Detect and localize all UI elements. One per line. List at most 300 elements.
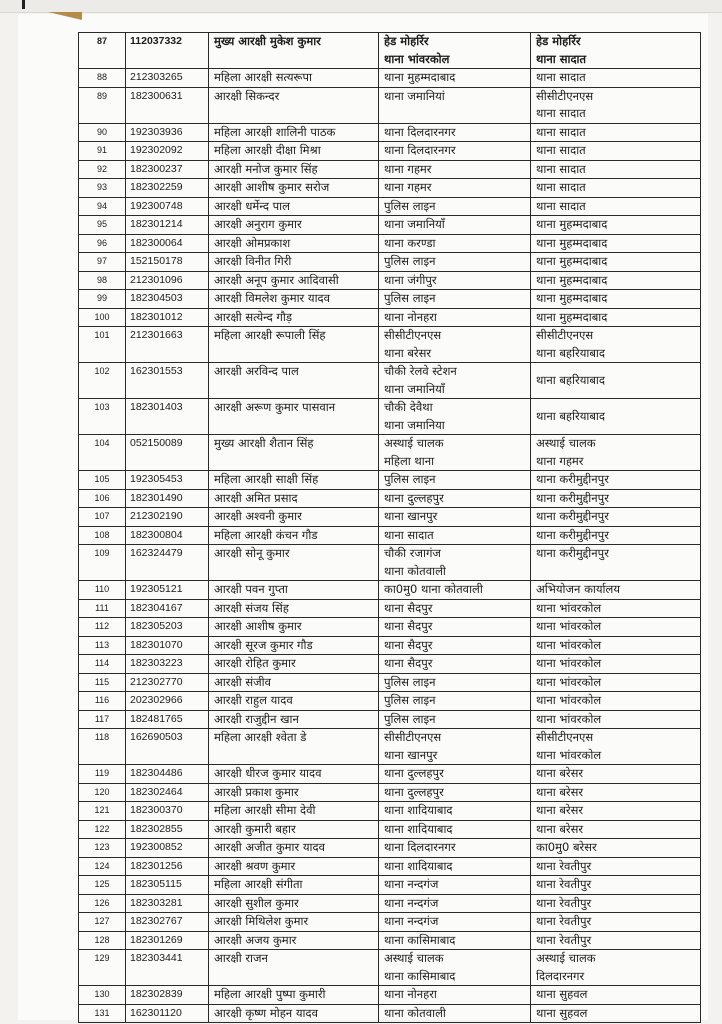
- serial-number: 93: [79, 179, 126, 198]
- pno-number: 182304503: [126, 290, 209, 309]
- table-row: [79, 710, 701, 729]
- pno-number: 182481765: [126, 710, 209, 729]
- rank-name: आरक्षी संजीव: [209, 673, 379, 692]
- posting-line: थाना दुल्लहपुर: [384, 766, 444, 780]
- current-posting: [379, 87, 531, 123]
- posting-line: थाना कासिमाबाद: [384, 968, 456, 983]
- new-posting: [531, 692, 701, 711]
- serial-number: 92: [79, 160, 126, 179]
- posting-line: थाना करण्डा: [384, 235, 436, 250]
- posting-line: थाना सादात: [536, 51, 587, 66]
- new-posting: [531, 673, 701, 692]
- posting-line: अस्थाई चालक: [536, 436, 596, 450]
- rank-name: आरक्षी सिकन्दर: [209, 87, 379, 123]
- posting-line: थाना कासिमाबाद: [384, 932, 456, 947]
- pno-number: 182300804: [126, 526, 209, 545]
- posting-line: थाना करीमुद्दीनपुर: [536, 472, 609, 486]
- posting-line: सीसीटीएनएस: [384, 328, 442, 342]
- posting-line: थाना जंगीपुर: [384, 272, 437, 287]
- new-posting: [531, 857, 701, 876]
- table-row: [79, 327, 701, 363]
- posting-line: थाना दिलदारनगर: [384, 840, 456, 854]
- posting-line: थाना कोतवाली: [384, 563, 446, 578]
- new-posting: [531, 802, 701, 821]
- serial-number: 125: [79, 876, 126, 895]
- rank-name: महिला आरक्षी संगीता: [209, 876, 379, 895]
- rank-name: महिला आरक्षी शालिनी पाठक: [209, 123, 379, 142]
- current-posting: [379, 435, 531, 471]
- posting-line: थाना जमानियाँ: [384, 217, 445, 231]
- serial-number: 130: [79, 986, 126, 1005]
- pno-number: 182301256: [126, 857, 209, 876]
- serial-number: 121: [79, 802, 126, 821]
- serial-number: 89: [79, 87, 126, 123]
- new-posting: [531, 327, 701, 363]
- table-row: [79, 783, 701, 802]
- rank-name: आरक्षी अजय कुमार: [209, 931, 379, 950]
- current-posting: [379, 471, 531, 490]
- new-posting: [531, 545, 701, 581]
- rank-name: आरक्षी अनूप कुमार आदिवासी: [209, 271, 379, 290]
- table-row: [79, 197, 701, 216]
- pno-number: 182302767: [126, 913, 209, 932]
- new-posting: [531, 599, 701, 618]
- rank-name: महिला आरक्षी सीमा देवी: [209, 802, 379, 821]
- table-row: [79, 123, 701, 142]
- serial-number: 126: [79, 894, 126, 913]
- current-posting: [379, 160, 531, 179]
- serial-number: 95: [79, 216, 126, 235]
- serial-number: 109: [79, 545, 126, 581]
- posting-line: पुलिस लाइन: [384, 198, 436, 213]
- table-row: [79, 913, 701, 932]
- new-posting: [531, 179, 701, 198]
- table-row: [79, 894, 701, 913]
- posting-line: थाना नन्दगंज: [384, 877, 439, 891]
- transfer-table: [78, 32, 701, 1023]
- current-posting: [379, 857, 531, 876]
- new-posting: [531, 363, 701, 399]
- pno-number: 182305115: [126, 876, 209, 895]
- new-posting: [531, 234, 701, 253]
- table-row: [79, 508, 701, 527]
- current-posting: [379, 179, 531, 198]
- rank-name: आरक्षी मिथिलेश कुमार: [209, 913, 379, 932]
- posting-line: थाना भांवरकोल: [536, 747, 602, 762]
- current-posting: [379, 363, 531, 399]
- rank-name: महिला आरक्षी सत्यरूपा: [209, 69, 379, 88]
- serial-number: 98: [79, 271, 126, 290]
- new-posting: [531, 33, 701, 69]
- posting-line: पुलिस लाइन: [384, 472, 436, 486]
- rank-name: आरक्षी अमित प्रसाद: [209, 489, 379, 508]
- current-posting: [379, 673, 531, 692]
- new-posting: [531, 160, 701, 179]
- pno-number: 182302464: [126, 783, 209, 802]
- posting-line: थाना भांवरकोल: [536, 674, 602, 689]
- posting-line: थाना जमानिया: [384, 417, 445, 432]
- posting-line: थाना मुहम्मदाबाद: [536, 235, 608, 250]
- current-posting: [379, 876, 531, 895]
- new-posting: [531, 399, 701, 435]
- posting-line: थाना नोनहरा: [384, 309, 437, 324]
- table-row: [79, 820, 701, 839]
- table-row: [79, 692, 701, 711]
- serial-number: 100: [79, 308, 126, 327]
- pno-number: 212301663: [126, 327, 209, 363]
- rank-name: महिला आरक्षी पुष्पा कुमारी: [209, 986, 379, 1005]
- posting-line: थाना जमानियां: [384, 88, 445, 103]
- posting-line: थाना बरेसर: [384, 345, 432, 360]
- table-row: [79, 399, 701, 435]
- posting-line: थाना सैदपुर: [384, 637, 433, 652]
- rank-name: आरक्षी विनीत गिरी: [209, 253, 379, 272]
- posting-line: थाना खानपुर: [384, 509, 438, 523]
- table-row: [79, 931, 701, 950]
- posting-line: थाना गहमर: [536, 453, 584, 468]
- posting-line: थाना बरेसर: [536, 766, 584, 780]
- posting-line: थाना शादियाबाद: [384, 821, 453, 836]
- pno-number: 182301269: [126, 931, 209, 950]
- posting-line: सीसीटीएनएस: [536, 328, 594, 342]
- posting-line: थाना सादात: [536, 124, 586, 139]
- posting-line: सीसीटीएनएस: [536, 730, 594, 744]
- current-posting: [379, 197, 531, 216]
- serial-number: 107: [79, 508, 126, 527]
- rank-name: आरक्षी सोनू कुमार: [209, 545, 379, 581]
- pno-number: 182303281: [126, 894, 209, 913]
- serial-number: 124: [79, 857, 126, 876]
- new-posting: [531, 489, 701, 508]
- posting-line: थाना बहरियाबाद: [536, 408, 605, 423]
- current-posting: [379, 765, 531, 784]
- current-posting: [379, 69, 531, 88]
- table-row: [79, 179, 701, 198]
- posting-line: थाना नोनहरा: [384, 987, 437, 1001]
- current-posting: [379, 1004, 531, 1023]
- pno-number: 192305121: [126, 581, 209, 600]
- rank-name: महिला आरक्षी रूपाली सिंह: [209, 327, 379, 363]
- rank-name: आरक्षी धर्मेन्द पाल: [209, 197, 379, 216]
- posting-line: थाना गहमर: [384, 161, 432, 176]
- posting-line: थाना कोतवाली: [384, 1005, 446, 1020]
- current-posting: [379, 636, 531, 655]
- pno-number: 182300237: [126, 160, 209, 179]
- pno-number: 192300748: [126, 197, 209, 216]
- table-row: [79, 986, 701, 1005]
- table-row: [79, 545, 701, 581]
- current-posting: [379, 950, 531, 986]
- table-row: [79, 636, 701, 655]
- rank-name: आरक्षी मनोज कुमार सिंह: [209, 160, 379, 179]
- table-row: [79, 69, 701, 88]
- posting-line: का0मु0 बरेसर: [536, 840, 597, 854]
- posting-line: सीसीटीएनएस: [384, 730, 442, 744]
- rank-name: मुख्य आरक्षी मुकेश कुमार: [209, 33, 379, 69]
- posting-line: महिला थाना: [384, 453, 435, 468]
- posting-line: थाना दुल्लहपुर: [384, 490, 444, 505]
- new-posting: [531, 271, 701, 290]
- table-row: [79, 673, 701, 692]
- table-row: [79, 526, 701, 545]
- new-posting: [531, 197, 701, 216]
- serial-number: 120: [79, 783, 126, 802]
- rank-name: महिला आरक्षी कंचन गौड: [209, 526, 379, 545]
- current-posting: [379, 33, 531, 69]
- table-row: [79, 363, 701, 399]
- new-posting: [531, 931, 701, 950]
- pno-number: 212302770: [126, 673, 209, 692]
- edge-mark: [22, 0, 25, 9]
- serial-number: 113: [79, 636, 126, 655]
- posting-line: पुलिस लाइन: [384, 254, 436, 268]
- posting-line: थाना दुल्लहपुर: [384, 784, 444, 799]
- posting-line: थाना करीमुद्दीनपुर: [536, 546, 609, 560]
- new-posting: [531, 142, 701, 161]
- table-row: [79, 489, 701, 508]
- serial-number: 117: [79, 710, 126, 729]
- new-posting: [531, 636, 701, 655]
- current-posting: [379, 802, 531, 821]
- posting-line: थाना रेवतीपुर: [536, 877, 592, 891]
- rank-name: आरक्षी कुमारी बहार: [209, 820, 379, 839]
- new-posting: [531, 87, 701, 123]
- posting-line: थाना नन्दगंज: [384, 895, 439, 910]
- pno-number: 182302839: [126, 986, 209, 1005]
- rank-name: आरक्षी आशीष कुमार: [209, 618, 379, 637]
- table-row: [79, 618, 701, 637]
- serial-number: 102: [79, 363, 126, 399]
- serial-number: 123: [79, 839, 126, 858]
- serial-number: 96: [79, 234, 126, 253]
- posting-line: हेड मोहर्रिर: [384, 34, 429, 48]
- current-posting: [379, 271, 531, 290]
- current-posting: [379, 655, 531, 674]
- posting-line: थाना शादियाबाद: [384, 803, 453, 817]
- pno-number: 182302855: [126, 820, 209, 839]
- pno-number: 182303441: [126, 950, 209, 986]
- new-posting: [531, 508, 701, 527]
- posting-line: थाना मुहम्मदाबाद: [536, 217, 608, 231]
- posting-line: थाना रेवतीपुर: [536, 895, 592, 910]
- posting-line: थाना भांवरकोल: [536, 619, 602, 633]
- posting-line: थाना रेवतीपुर: [536, 932, 592, 947]
- posting-line: थाना सादात: [536, 143, 586, 157]
- current-posting: [379, 710, 531, 729]
- new-posting: [531, 1004, 701, 1023]
- table-row: [79, 802, 701, 821]
- pno-number: 112037332: [126, 33, 209, 69]
- current-posting: [379, 489, 531, 508]
- table-row: [79, 142, 701, 161]
- current-posting: [379, 839, 531, 858]
- serial-number: 116: [79, 692, 126, 711]
- serial-number: 104: [79, 435, 126, 471]
- new-posting: [531, 253, 701, 272]
- rank-name: महिला आरक्षी दीक्षा मिश्रा: [209, 142, 379, 161]
- rank-name: आरक्षी सूरज कुमार गौड: [209, 636, 379, 655]
- table-row: [79, 599, 701, 618]
- pno-number: 182300631: [126, 87, 209, 123]
- serial-number: 88: [79, 69, 126, 88]
- posting-line: थाना भांवरकोल: [536, 693, 602, 707]
- pno-number: 182300064: [126, 234, 209, 253]
- new-posting: [531, 581, 701, 600]
- new-posting: [531, 290, 701, 309]
- new-posting: [531, 820, 701, 839]
- posting-line: थाना मुहम्मदाबाद: [536, 309, 608, 324]
- rank-name: महिला आरक्षी साक्षी सिंह: [209, 471, 379, 490]
- table-body: [79, 33, 701, 1023]
- posting-line: थाना शादियाबाद: [384, 858, 453, 873]
- current-posting: [379, 327, 531, 363]
- posting-line: थाना बरेसर: [536, 821, 584, 836]
- pno-number: 182301403: [126, 399, 209, 435]
- pno-number: 212303265: [126, 69, 209, 88]
- table-row: [79, 234, 701, 253]
- pno-number: 212301096: [126, 271, 209, 290]
- posting-line: थाना करीमुद्दीनपुर: [536, 490, 609, 505]
- pno-number: 182304486: [126, 765, 209, 784]
- serial-number: 91: [79, 142, 126, 161]
- rank-name: आरक्षी संजय सिंह: [209, 599, 379, 618]
- posting-line: थाना भांवरकोल: [536, 637, 602, 652]
- rank-name: आरक्षी विमलेश कुमार यादव: [209, 290, 379, 309]
- rank-name: आरक्षी धीरज कुमार यादव: [209, 765, 379, 784]
- current-posting: [379, 986, 531, 1005]
- pno-number: 052150089: [126, 435, 209, 471]
- serial-number: 114: [79, 655, 126, 674]
- new-posting: [531, 435, 701, 471]
- table-row: [79, 839, 701, 858]
- posting-line: थाना सुहवल: [536, 987, 588, 1001]
- posting-line: अभियोजन कार्यालय: [536, 582, 620, 596]
- current-posting: [379, 216, 531, 235]
- posting-line: थाना भांवरकोल: [384, 51, 450, 66]
- posting-line: अस्थाई चालक: [384, 951, 444, 965]
- current-posting: [379, 234, 531, 253]
- new-posting: [531, 655, 701, 674]
- posting-line: थाना भांवरकोल: [536, 711, 602, 726]
- serial-number: 94: [79, 197, 126, 216]
- current-posting: [379, 931, 531, 950]
- table-row: [79, 950, 701, 986]
- posting-line: चौकी देवैथा: [384, 400, 433, 414]
- new-posting: [531, 526, 701, 545]
- posting-line: पुलिस लाइन: [384, 693, 436, 707]
- posting-line: थाना रेवतीपुर: [536, 858, 592, 873]
- new-posting: [531, 950, 701, 986]
- pno-number: 162690503: [126, 729, 209, 765]
- pno-number: 152150178: [126, 253, 209, 272]
- rank-name: आरक्षी राजुद्दीन खान: [209, 710, 379, 729]
- new-posting: [531, 618, 701, 637]
- serial-number: 115: [79, 673, 126, 692]
- pno-number: 192305453: [126, 471, 209, 490]
- new-posting: [531, 894, 701, 913]
- serial-number: 129: [79, 950, 126, 986]
- posting-line: थाना सादात: [536, 70, 586, 84]
- posting-line: थाना सादात: [536, 106, 586, 120]
- rank-name: आरक्षी अरूण कुमार पासवान: [209, 399, 379, 435]
- serial-number: 108: [79, 526, 126, 545]
- posting-line: थाना करीमुद्दीनपुर: [536, 509, 609, 523]
- pno-number: 182301012: [126, 308, 209, 327]
- rank-name: आरक्षी अनुराग कुमार: [209, 216, 379, 235]
- new-posting: [531, 308, 701, 327]
- rank-name: महिला आरक्षी श्वेता डे: [209, 729, 379, 765]
- rank-name: आरक्षी अरविन्द पाल: [209, 363, 379, 399]
- posting-line: हेड मोहर्रिर: [536, 34, 581, 48]
- pno-number: 182300370: [126, 802, 209, 821]
- posting-line: थाना नन्दगंज: [384, 914, 439, 928]
- current-posting: [379, 526, 531, 545]
- new-posting: [531, 839, 701, 858]
- pno-number: 192302092: [126, 142, 209, 161]
- table-row: [79, 655, 701, 674]
- posting-line: अस्थाई चालक: [384, 436, 444, 450]
- posting-line: अस्थाई चालक: [536, 951, 596, 965]
- serial-number: 110: [79, 581, 126, 600]
- current-posting: [379, 581, 531, 600]
- posting-line: दिलदारनगर: [536, 968, 585, 983]
- posting-line: थाना दिलदारनगर: [384, 143, 456, 157]
- posting-line: थाना भांवरकोल: [536, 600, 602, 615]
- serial-number: 97: [79, 253, 126, 272]
- pno-number: 162301120: [126, 1004, 209, 1023]
- posting-line: थाना सादात: [536, 180, 586, 194]
- serial-number: 131: [79, 1004, 126, 1023]
- posting-line: थाना बरेसर: [536, 803, 584, 817]
- pno-number: 192303936: [126, 123, 209, 142]
- table-row: [79, 581, 701, 600]
- current-posting: [379, 142, 531, 161]
- current-posting: [379, 308, 531, 327]
- pno-number: 202302966: [126, 692, 209, 711]
- current-posting: [379, 545, 531, 581]
- rank-name: आरक्षी अश्वनी कुमार: [209, 508, 379, 527]
- serial-number: 103: [79, 399, 126, 435]
- pno-number: 182303223: [126, 655, 209, 674]
- table-row: [79, 729, 701, 765]
- posting-line: थाना खानपुर: [384, 747, 438, 762]
- new-posting: [531, 986, 701, 1005]
- pno-number: 182301214: [126, 216, 209, 235]
- posting-line: थाना दिलदारनगर: [384, 124, 456, 139]
- top-edge: [0, 0, 722, 13]
- posting-line: थाना मुहम्मदाबाद: [536, 254, 608, 268]
- pno-number: 182302259: [126, 179, 209, 198]
- rank-name: आरक्षी कृष्ण मोहन यादव: [209, 1004, 379, 1023]
- new-posting: [531, 471, 701, 490]
- posting-line: पुलिस लाइन: [384, 674, 436, 689]
- table-row: [79, 33, 701, 69]
- new-posting: [531, 69, 701, 88]
- table-row: [79, 308, 701, 327]
- current-posting: [379, 508, 531, 527]
- current-posting: [379, 729, 531, 765]
- rank-name: आरक्षी पवन गुप्ता: [209, 581, 379, 600]
- serial-number: 87: [79, 33, 126, 69]
- new-posting: [531, 729, 701, 765]
- rank-name: आरक्षी ओमप्रकाश: [209, 234, 379, 253]
- new-posting: [531, 876, 701, 895]
- table-row: [79, 216, 701, 235]
- posting-line: का0मु0 थाना कोतवाली: [384, 582, 483, 596]
- serial-number: 118: [79, 729, 126, 765]
- rank-name: आरक्षी आशीष कुमार सरोज: [209, 179, 379, 198]
- pno-number: 182301070: [126, 636, 209, 655]
